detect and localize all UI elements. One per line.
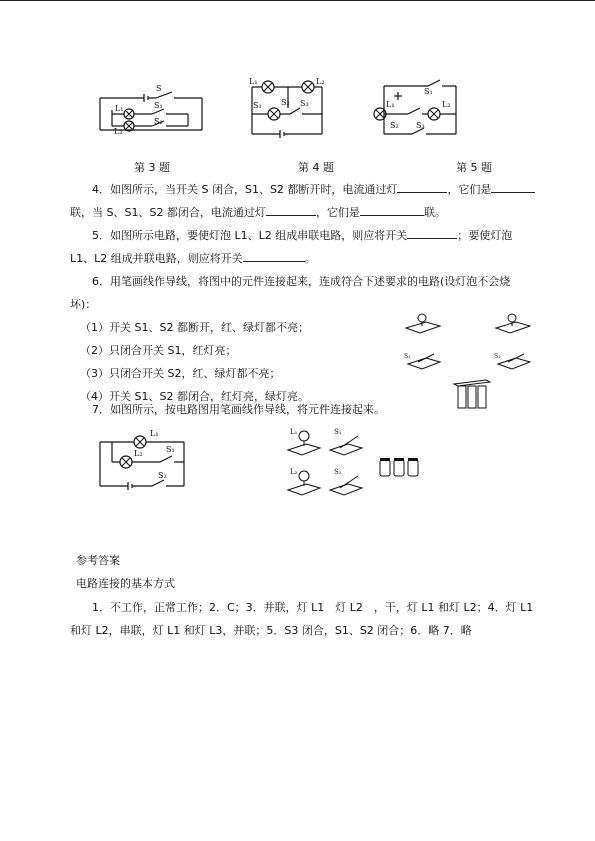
q4-blank-2[interactable] [491,182,535,193]
fig3-label-l1: L₁ [115,104,124,113]
fig5-label-s3: S₃ [416,121,425,130]
question-6-line-1: 6．用笔画线作导线，将图中的元件连接起来，连成符合下述要求的电路(设灯泡不会烧 [92,275,511,288]
fig4-label-l2: L₂ [316,78,325,86]
figure-7-circuit [94,426,194,492]
fig7b-label-s1: S₁ [334,428,342,436]
fig4-label-l1: L₁ [249,78,258,86]
fig5-label-s2: S₂ [390,121,399,130]
q4-blank-1[interactable] [397,182,447,193]
figure-5-caption: 第 5 题 [456,161,492,174]
fig7-label-l2: L₂ [134,449,143,458]
fig7-label-s2: S₂ [158,471,167,480]
fig5-label-l1: L₁ [386,100,395,109]
figure-3-caption: 第 3 题 [134,161,170,174]
question-7-line-1: 7．如图所示，按电路图用笔画线作导线，将元件连接起来。 [92,403,385,416]
q4-blank-3[interactable] [266,205,316,216]
question-6-item-4: （4）开关 S1、S2 都闭合，红灯亮，绿灯亮。 [80,390,309,403]
figure-5-circuit [368,78,462,140]
fig5-label-l2: L₂ [442,100,451,109]
question-6-line-2: 坏)： [70,298,97,311]
fig7-label-l1: L₁ [150,429,159,438]
fig7b-label-s2: S₂ [334,468,342,476]
figure-3-circuit [92,82,208,136]
figure-4-caption: 第 4 题 [298,161,334,174]
fig3-label-l2: L₂ [114,127,123,136]
q5-blank-2[interactable] [243,251,305,262]
question-5-line-2: L1、L2 组成并联电路，则应将开关 。 [70,252,316,265]
answers-subheading: 电路连接的基本方式 [76,577,175,590]
fig6-label-s2: S₂ [494,353,501,360]
q5-blank-1[interactable] [407,228,457,239]
fig3-label-s2: S₂ [154,117,163,126]
figure-6-components [400,306,535,412]
answers-line-2: 和灯 L2，串联，灯 L1 和灯 L3，并联；5．S3 闭合，S1、S2 闭合；6．略 7．略 [70,624,472,637]
answers-line-1: 1．不工作，正常工作；2．C；3．并联，灯 L1 灯 L2 ，干，灯 L1 和灯 L2；4．灯 L1 [92,601,534,614]
question-4-line-1: 4．如图所示，当开关 S 闭合，S1、S2 都断开时，电流通过灯 ，它们是 [92,181,535,197]
fig4-label-s1: S₁ [253,101,262,110]
figure-7-components [284,424,434,506]
fig7-label-s1: S₁ [166,445,175,454]
question-6-item-2: （2）只闭合开关 S1，红灯亮； [80,344,237,357]
fig7b-label-l1: L₁ [290,428,298,436]
answers-heading: 参考答案 [76,554,120,567]
question-6-item-3: （3）只闭合开关 S2，红、绿灯都不亮； [80,367,281,380]
question-6-item-1: （1）开关 S1、S2 都断开，红、绿灯都不亮； [80,321,309,334]
fig4-label-s3: S₃ [300,99,309,108]
question-4-line-2: 联，当 S、S1、S2 都闭合，电流通过灯 ，它们是 联。 [70,206,446,219]
question-5-line-1: 5．如图所示电路，要使灯泡 L1、L2 组成串联电路，则应将开关 ；要使灯泡 [92,229,513,242]
fig3-label-s: S [156,84,162,93]
fig3-label-s1: S₁ [154,101,163,110]
top-rule [0,0,595,1]
figure-4-circuit [244,78,334,140]
fig5-label-s1: S₁ [424,87,433,96]
fig7b-label-l2: L₂ [290,468,298,476]
q4-blank-4[interactable] [360,205,424,216]
fig6-label-s1: S₁ [404,353,411,360]
fig4-label-s2: S₂ [281,98,290,107]
